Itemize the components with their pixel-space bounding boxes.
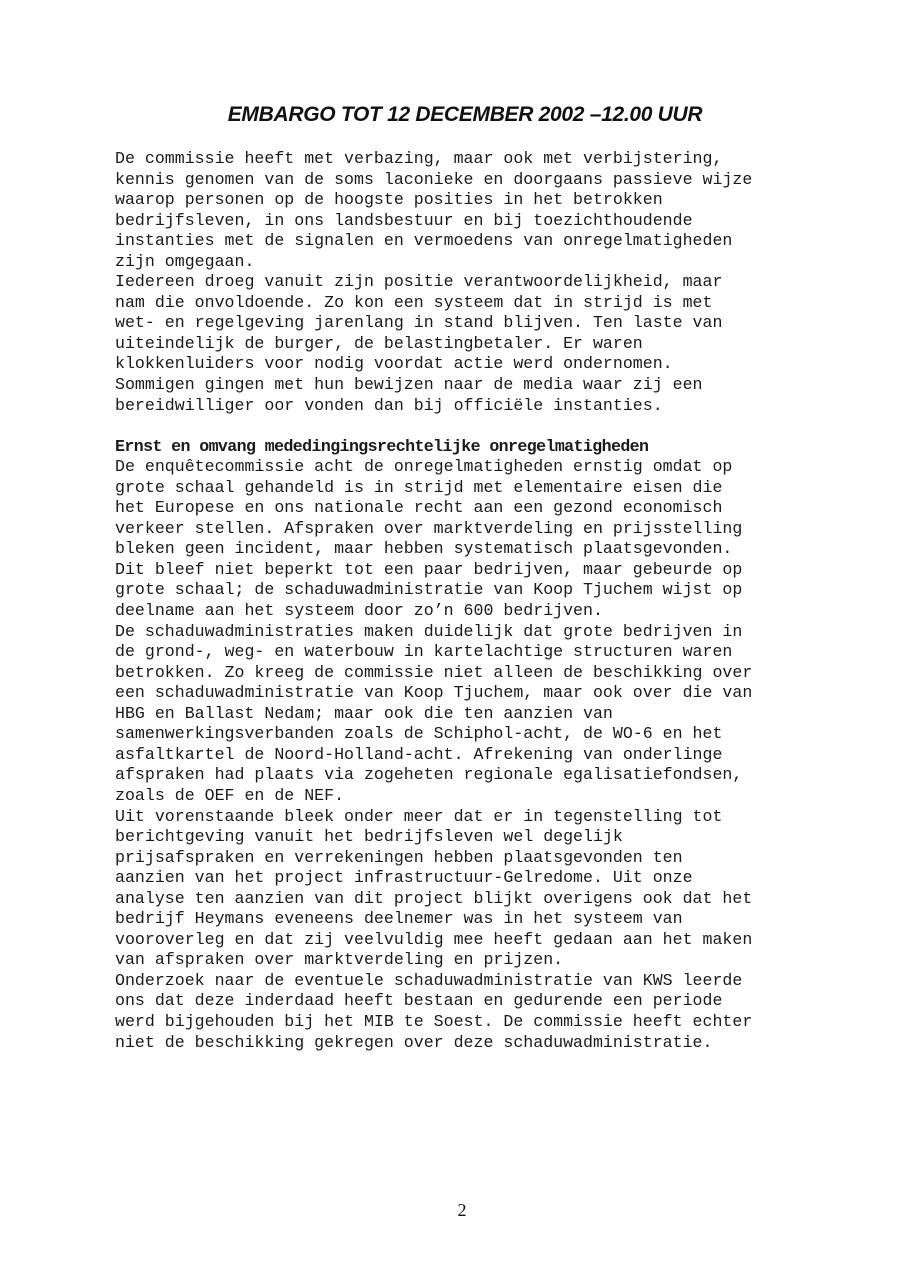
text-line: prijsafspraken en verrekeningen hebben plaatsgevonden ten — [115, 847, 683, 867]
text-line: grote schaal; de schaduwadministratie van Koop Tjuchem wijst op — [115, 580, 743, 600]
text-line: bedrijf Heymans eveneens deelnemer was in het systeem van — [115, 909, 683, 929]
text-line: berichtgeving vanuit het bedrijfsleven wel degelijk — [115, 827, 623, 847]
text-line: klokkenluiders voor nodig voordat actie werd ondernomen. — [115, 354, 673, 374]
text-line: waarop personen op de hoogste posities in het betrokken — [115, 190, 663, 210]
text-line: afspraken had plaats via zogeheten regionale egalisatiefondsen, — [115, 765, 743, 785]
text-line: samenwerkingsverbanden zoals de Schiphol-acht, de WO-6 en het — [115, 724, 723, 744]
text-line: De schaduwadministraties maken duidelijk dat grote bedrijven in — [115, 621, 743, 641]
text-line: wet- en regelgeving jarenlang in stand blijven. Ten laste van — [115, 313, 723, 333]
text-line: asfaltkartel de Noord-Holland-acht. Afrekening van onderlinge — [115, 744, 723, 764]
text-line: aanzien van het project infrastructuur-Gelredome. Uit onze — [115, 868, 693, 888]
text-line: Dit bleef niet beperkt tot een paar bedrijven, maar gebeurde op — [115, 559, 743, 579]
text-line: HBG en Ballast Nedam; maar ook die ten aanzien van — [115, 703, 613, 723]
text-line: werd bijgehouden bij het MIB te Soest. De commissie heeft echter — [115, 1011, 753, 1031]
text-line: de grond-, weg- en waterbouw in kartelachtige structuren waren — [115, 642, 733, 662]
text-line: instanties met de signalen en vermoedens van onregelmatigheden — [115, 231, 733, 251]
text-line: Sommigen gingen met hun bewijzen naar de media waar zij een — [115, 375, 703, 395]
section-heading: Ernst en omvang mededingingsrechtelijke onregelmatigheden — [115, 436, 649, 456]
paragraph — [115, 149, 835, 272]
text-line: vooroverleg en dat zij veelvuldig mee heeft gedaan aan het maken — [115, 929, 753, 949]
text-line: analyse ten aanzien van dit project blijkt overigens ook dat het — [115, 888, 753, 908]
text-line: niet de beschikking gekregen over deze schaduwadministratie. — [115, 1032, 713, 1052]
text-line: van afspraken over marktverdeling en prijzen. — [115, 950, 564, 970]
paragraph-spacer — [115, 416, 835, 437]
text-line: zijn omgegaan. — [115, 251, 255, 271]
text-line: uiteindelijk de burger, de belastingbetaler. Er waren — [115, 333, 643, 353]
text-line: grote schaal gehandeld is in strijd met elementaire eisen die — [115, 477, 723, 497]
text-line: Iedereen droeg vanuit zijn positie verantwoordelijkheid, maar — [115, 272, 723, 292]
paragraph — [115, 622, 835, 807]
text-line: betrokken. Zo kreeg de commissie niet alleen de beschikking over — [115, 662, 753, 682]
paragraph — [115, 457, 835, 621]
text-line: nam die onvoldoende. Zo kon een systeem dat in strijd is met — [115, 292, 713, 312]
text-line: kennis genomen van de soms laconieke en doorgaans passieve wijze — [115, 169, 753, 189]
document-body — [115, 149, 835, 1053]
paragraph — [115, 807, 835, 971]
text-line: De enquêtecommissie acht de onregelmatigheden ernstig omdat op — [115, 457, 733, 477]
text-line: ons dat deze inderdaad heeft bestaan en gedurende een periode — [115, 991, 723, 1011]
text-line: Onderzoek naar de eventuele schaduwadministratie van KWS leerde — [115, 970, 743, 990]
text-line: verkeer stellen. Afspraken over marktverdeling en prijsstelling — [115, 518, 743, 538]
text-line: deelname aan het systeem door zo’n 600 bedrijven. — [115, 601, 603, 621]
text-line: bereidwilliger oor vonden dan bij officiële instanties. — [115, 395, 663, 415]
paragraph — [115, 272, 835, 416]
text-line: De commissie heeft met verbazing, maar ook met verbijstering, — [115, 149, 723, 168]
text-line: bleken geen incident, maar hebben systematisch plaatsgevonden. — [115, 539, 733, 559]
paragraph — [115, 971, 835, 1053]
text-line: Uit vorenstaande bleek onder meer dat er in tegenstelling tot — [115, 806, 723, 826]
embargo-header: EMBARGO TOT 12 DECEMBER 2002 –12.00 UUR — [227, 103, 703, 126]
text-line: bedrijfsleven, in ons landsbestuur en bij toezichthoudende — [115, 210, 693, 230]
page-number: 2 — [457, 1200, 467, 1220]
text-line: het Europese en ons nationale recht aan een gezond economisch — [115, 498, 723, 518]
text-line: een schaduwadministratie van Koop Tjuchem, maar ook over die van — [115, 683, 753, 703]
text-line: zoals de OEF en de NEF. — [115, 785, 345, 805]
